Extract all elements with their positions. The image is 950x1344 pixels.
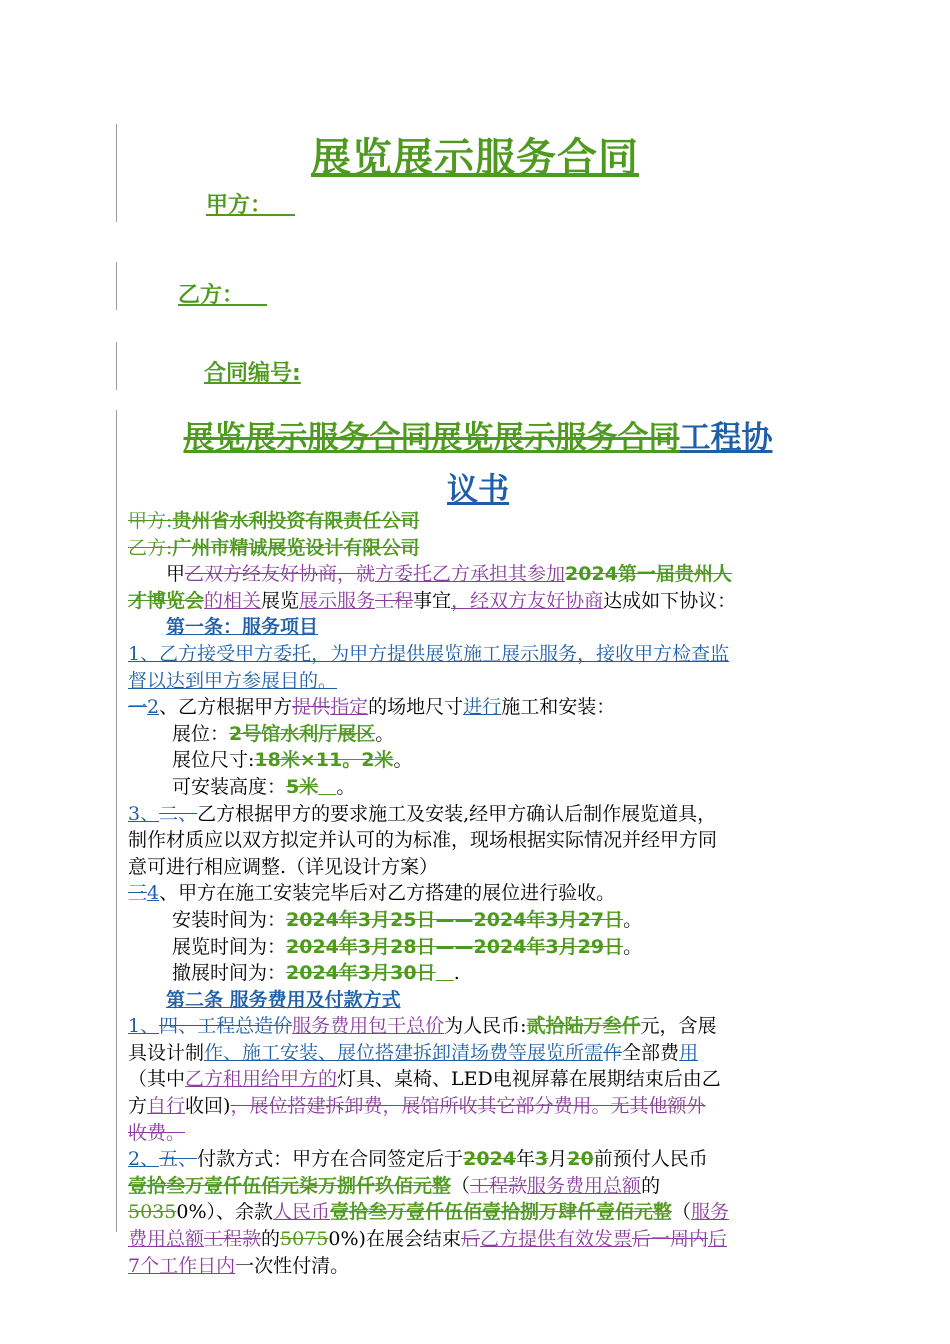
article-2-item-2-cont2: 50350%）、余款人民币壹拾叁万壹仟伍佰壹拾捌万肆仟壹佰元整（服务 <box>128 1201 730 1224</box>
article-2-item-2-cont3: 费用总额工程款的50750%)在展会结束后乙方提供有效发票后一周内后 <box>128 1228 728 1251</box>
article-1-item-3: 3、二、乙方根据甲方的要求施工及安装,经甲方确认后制作展览道具， <box>128 802 717 825</box>
cover-party-a: 甲方： <box>206 193 273 218</box>
intro-paragraph-cont: 才博览会的相关展览展示服务工程事宜，经双方友好协商达成如下协议： <box>128 589 737 612</box>
agreement-heading-line2: 议书 <box>447 472 509 508</box>
article-2-item-2-cont: 壹拾叁万壹仟伍佰元柒万捌仟玖佰元整（工程款服务费用总额的 <box>128 1174 661 1197</box>
article-2-item-1-cont4: 收费。 <box>128 1121 186 1144</box>
margin-revision-bar <box>116 410 117 1232</box>
margin-revision-bar <box>116 342 117 390</box>
heading-inserted-text: 工程协 <box>679 420 773 456</box>
article-1-item-3-cont2: 意可进行相应调整.（详见设计方案） <box>128 855 439 878</box>
article-2-item-1: 1、四、工程总造价服务费用包干总价为人民币:贰拾陆万叁仟元，含展 <box>128 1015 717 1038</box>
cover-contract-number: 合同编号: <box>204 361 301 386</box>
heading-deleted-text: 展览展示服务合同展览展示服务合同 <box>183 420 680 456</box>
article-1-item-1: 1、乙方接受甲方委托，为甲方提供展览施工展示服务，接收甲方检查监 <box>128 642 730 665</box>
agreement-heading <box>128 412 828 464</box>
install-time-line: 安装时间为：2024年3月25日——2024年3月27日。 <box>172 908 643 931</box>
party-a-line: 甲方:贵州省水利投资有限责任公司 <box>128 510 420 532</box>
article-2-item-1-cont2: （其中乙方租用给甲方的灯具、桌椅、LED电视屏幕在展期结束后由乙 <box>128 1068 721 1091</box>
article-2-item-2-cont4: 7个工作日内一次性付清。 <box>128 1254 350 1277</box>
article-1-item-1-cont: 督以达到甲方参展目的。 <box>128 669 338 692</box>
article-2-item-1-cont3: 方自行收回)，展位搭建拆卸费，展馆所收其它部分费用。无其他额外 <box>128 1095 706 1118</box>
article-1-item-2: 一2、乙方根据甲方提供指定的场地尺寸进行施工和安装： <box>128 696 616 719</box>
removal-time-line: 撤展时间为：2024年3月30日 . <box>172 962 460 985</box>
intro-paragraph: 甲乙双方经友好协商，就方委托乙方承担其参加2024第一届贵州人 <box>166 563 732 586</box>
article-2-heading: 第二条 服务费用及付款方式 <box>166 988 401 1011</box>
booth-location-line: 展位：2号馆水利厅展区。 <box>172 722 395 745</box>
article-1-heading: 第一条：服务项目 <box>166 616 319 639</box>
article-1-item-4: 三4、甲方在施工安装完毕后对乙方搭建的展位进行验收。 <box>128 882 616 905</box>
cover-party-b: 乙方： <box>178 283 245 308</box>
exhibition-time-line: 展览时间为：2024年3月28日——2024年3月29日。 <box>172 935 643 958</box>
article-2-item-1-cont: 具设计制作、施工安装、展位搭建拆卸清场费等展览所需作全部费用 <box>128 1041 699 1064</box>
booth-size-line: 展位尺寸:18米×11。2米。 <box>172 749 413 772</box>
contract-body <box>128 508 828 1279</box>
margin-revision-bar <box>116 262 117 310</box>
article-2-item-2: 2、五、付款方式：甲方在合同签定后于2024年3月20前预付人民币 <box>128 1148 708 1171</box>
cover-title: 展览展示服务合同 <box>311 135 639 181</box>
article-1-item-3-cont: 制作材质应以双方拟定并认可的为标准，现场根据实际情况并经甲方同 <box>128 829 718 852</box>
party-b-line: 乙方:广州市精诚展览设计有限公司 <box>128 536 420 559</box>
install-height-line: 可安装高度：5米 。 <box>172 775 356 798</box>
